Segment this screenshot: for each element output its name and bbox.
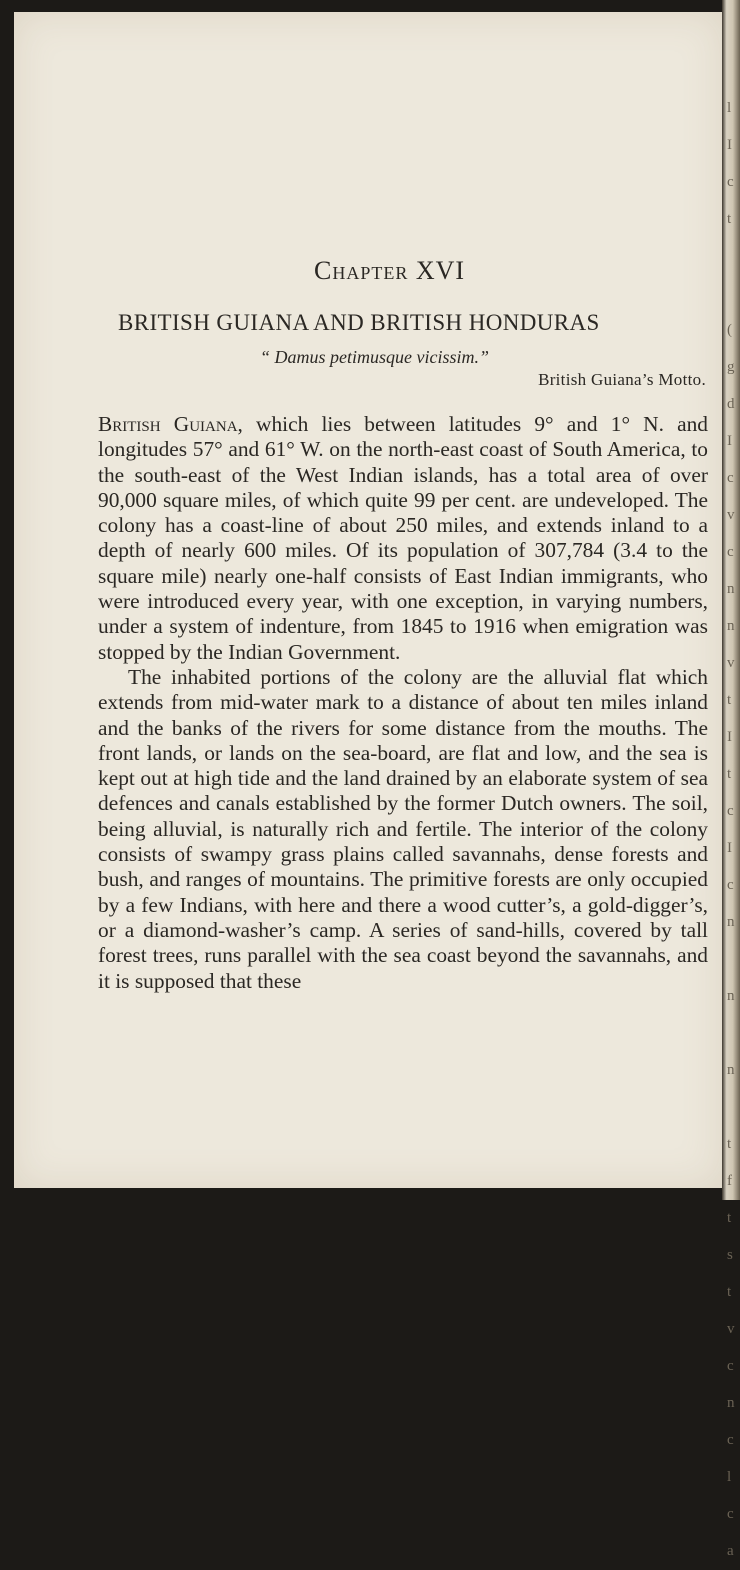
body-text xyxy=(98,412,708,994)
epigraph-attribution: British Guiana’s Motto. xyxy=(538,370,706,389)
chapter-title: BRITISH GUIANA AND BRITISH HONDURAS xyxy=(118,310,600,335)
paragraph-1 xyxy=(98,412,708,665)
paragraph-2: The inhabited portions of the colony are the alluvial flat which extends from mid-water mark to a distance of about ten miles inland and the banks of the rivers for some distance from the mouths. The front lands, or lands on the sea-board, are flat and low, and the sea is kept out at high tide and the land drained by an elaborate system of sea defences and canals established by the former Dutch owners. The soil, being alluvial, is naturally rich and fertile. The interior of the colony consists of swampy grass plains called savannahs, dense forests and bush, and ranges of mountains. The primitive forests are only occupied by a few Indians, with here and there a wood cutter’s, a gold-digger’s, or a diamond-washer’s camp. A series of sand-hills, covered by tall forest trees, runs parallel with the sea coast beyond the savannahs, and it is supposed that these xyxy=(98,664,708,993)
paragraph-lead: British Guiana, xyxy=(98,412,243,436)
epigraph-motto: “ Damus petimusque vicissim.” xyxy=(260,347,489,367)
chapter-heading: Chapter XVI xyxy=(314,256,466,285)
paragraph-text: which lies between latitudes 9° and 1° N. and longitudes 57° and 61° W. on the north-east coast of South America, to the south-east of the West Indian islands, has a total area of over 90,000 square miles, of which quite 99 per cent. are undeveloped. The colony has a coast-line of about 250 miles, and extends inland to a depth of nearly 600 miles. Of its population of 307,784 (3.4 to the square mile) nearly one-half consists of East Indian immigrants, who were introduced every year, with one exception, in varying numbers, under a system of indenture, from 1845 to 1916 when emigration was stopped by the Indian Government. xyxy=(98,412,708,664)
adjacent-page-edge-text: l I c t ( g d I c v c n n v t I t c I c n n n t f t s t v c n c l c a xyxy=(727,100,735,1559)
